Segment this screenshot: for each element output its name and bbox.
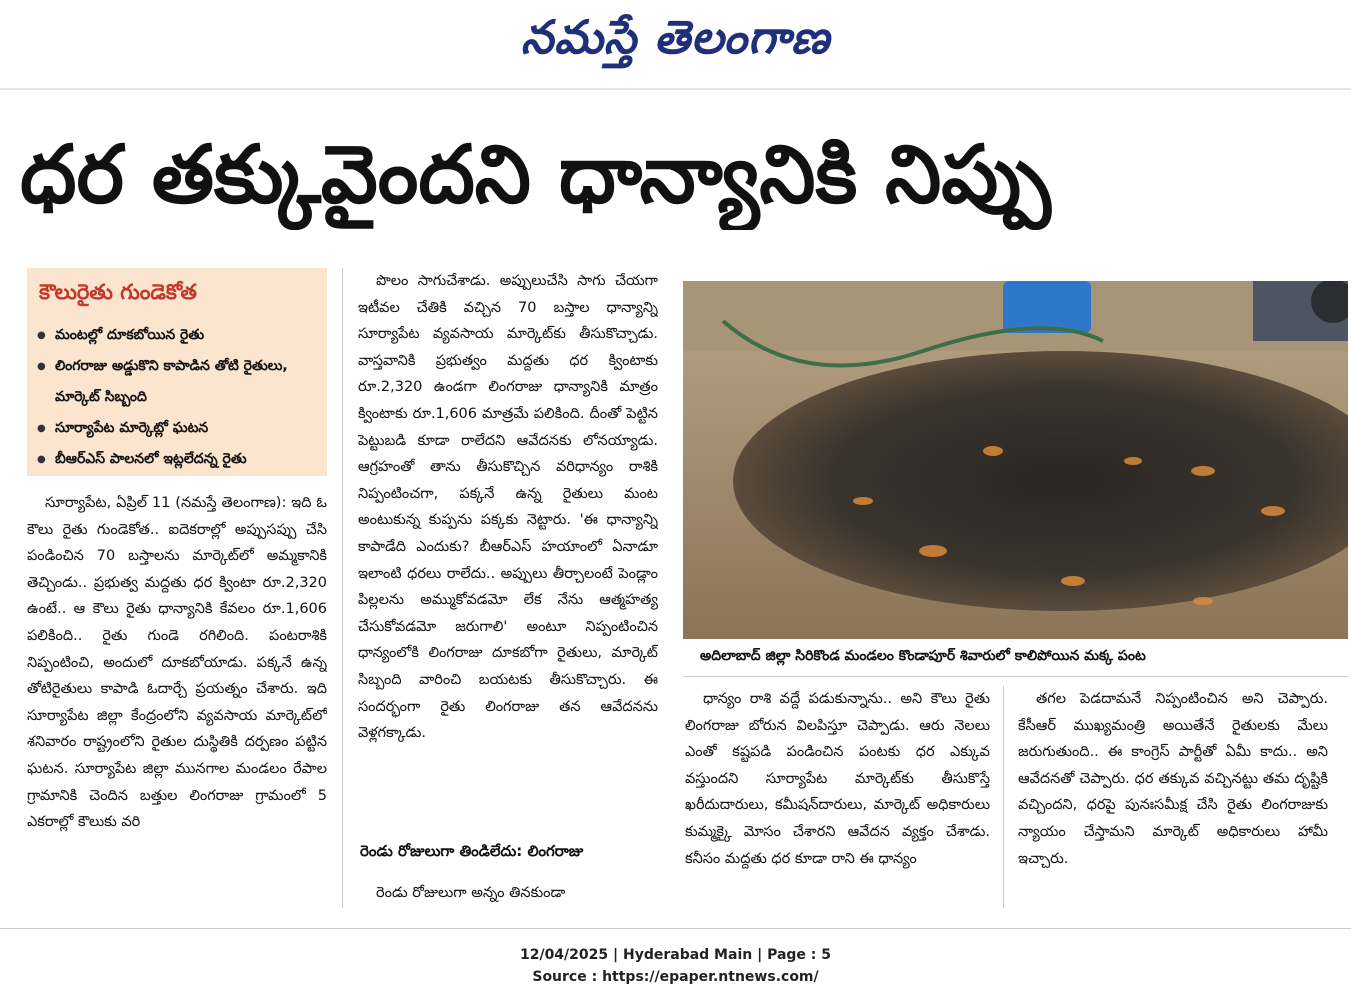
article-paragraph: పొలం సాగుచేశాడు. అప్పులుచేసి సాగు చేయగా ఇటీవల చేతికి వచ్చిన 70 బస్తాల ధాన్యాన్ని సూర్యాపేట వ్యవసాయ మార్కెట్‌కు తీసుకొచ్చాడు. వాస్తవానికి ప్రభుత్వం మద్దతు ధర క్వింటాకు రూ.2,320 ఉండగా లింగరాజు ధాన్యానికి మాత్రం క్వింటాకు రూ.1,606 మాత్రమే పలికింది. దీంతో పెట్టిన పెట్టుబడి కూడా రాలేదని ఆవేదనకు లోనయ్యాడు. ఆగ్రహంతో తాను తీసుకొచ్చిన వరిధాన్యం రాశికి నిప్పంటించగా, పక్కనే ఉన్న రైతులు మంట అంటుకున్న కుప్పను పక్కకు నెట్టారు. 'ఈ ధాన్యాన్ని కాపాడేది ఎందుకు? బీఆర్ఎస్ హయాంలో ఏనాడూ ఇలాంటి ధరలు రాలేదు.. అప్పులు తీర్చాలంటే పెండ్లాం పిల్లలను అమ్ముకోవడమో లేక నేను ఆత్మహత్య చేసుకోవడమో జరుగాలి' అంటూ నిప్పంటించిన ధాన్యంలోకి లింగరాజు దూకబోగా రైతులు, మార్కెట్ సిబ్బంది వారించి బయటకు తీసుకొచ్చారు. ఈ సందర్భంగా రైతు లింగరాజు తన ఆవేదనను వెళ్లగక్కాడు. bbox=[358, 273, 658, 742]
masthead-divider bbox=[0, 88, 1351, 90]
article-paragraph: తగల పెడదామనే నిప్పంటించిన అని చెప్పారు. కేసీఆర్ ముఖ్యమంత్రి అయితేనే రైతులకు మేలు జరుగుతుంది.. ఈ కాంగ్రెస్ పార్టీతో ఏమీ కాదు.. అని ఆవేదనతో చెప్పారు. ధర తక్కువ వచ్చినట్టు తమ దృష్టికి వచ్చిందని, ధరపై పునఃసమీక్ష చేసి రైతు లింగరాజుకు న్యాయం చేస్తామని మార్కెట్ అధికారులు హామీ ఇచ్చారు. bbox=[1018, 691, 1328, 867]
caption-divider bbox=[683, 676, 1348, 677]
highlight-item: ● బీఆర్ఎస్ పాలనలో ఇట్లలేదన్న రైతు bbox=[37, 444, 327, 475]
highlight-item: ● మంటల్లో దూకబోయిన రైతు bbox=[37, 320, 327, 351]
subheading: రెండు రోజులుగా తిండిలేదు: లింగరాజు bbox=[360, 842, 584, 860]
article-paragraph: ధాన్యం రాశి వద్దే పడుకున్నాను.. అని కౌలు రైతు లింగరాజు బోరున విలపిస్తూ చెప్పాడు. ఆరు నెలలు ఎంతో కష్టపడి పండించిన పంటకు ధర ఎక్కువ వస్తుందని సూర్యాపేట మార్కెట్‌కు తీసుకొస్తే ఖరీదుదారులు, కమీషన్‌దారులు, మార్కెట్ అధికారులు కుమ్మక్కై మోసం చేశారని ఆవేదన వ్యక్తం చేశాడు. కనీసం మద్దతు ధర కూడా రాని ఈ ధాన్యం bbox=[685, 691, 990, 867]
news-photo bbox=[683, 281, 1348, 639]
footer-date-edition: 12/04/2025 | Hyderabad Main | Page : 5 bbox=[519, 947, 832, 963]
article-column-2-continued bbox=[358, 880, 658, 910]
masthead-logo: నమస్తే తెలంగాణ bbox=[520, 10, 831, 64]
article-column-2 bbox=[358, 268, 658, 828]
article-column-1 bbox=[27, 490, 327, 910]
column-divider bbox=[342, 268, 343, 908]
headline: ధర తక్కువైందని ధాన్యానికి నిప్పు bbox=[20, 128, 1051, 221]
masthead bbox=[0, 0, 1351, 80]
article-column-3 bbox=[685, 686, 990, 911]
footer-source: Source : https://epaper.ntnews.com/ bbox=[532, 969, 819, 985]
footer bbox=[0, 944, 1351, 988]
highlights-title: కౌలురైతు గుండెకోత bbox=[39, 280, 197, 304]
highlights-box bbox=[27, 268, 327, 476]
footer-divider bbox=[0, 928, 1351, 929]
article-paragraph: సూర్యాపేట, ఏప్రిల్ 11 (నమస్తే తెలంగాణ): ఇది ఓ కౌలు రైతు గుండెకోత.. ఐదెకరాల్లో అప్పుసప్పు చేసి పండించిన 70 బస్తాలను మార్కెట్‌లో అమ్మకానికి తెచ్చిండు.. ప్రభుత్వ మద్దతు ధర క్వింటా రూ.2,320 ఉంటే.. ఆ కౌలు రైతు ధాన్యానికి కేవలం రూ.1,606 పలికింది.. రైతు గుండె రగిలింది. పంటరాశికి నిప్పంటించి, అందులో దూకబోయాడు. పక్కనే ఉన్న తోటిరైతులు కాపాడి ఓదార్చే ప్రయత్నం చేశారు. ఇది సూర్యాపేట జిల్లా కేంద్రంలోని వ్యవసాయ మార్కెట్‌లో శనివారం రాష్ట్రంలోని రైతుల దుస్థితికి దర్పణం పట్టిన ఘటన. సూర్యాపేట జిల్లా మునగాల మండలం రేపాల గ్రామానికి చెందిన బత్తుల లింగరాజు గ్రామంలో 5 ఎకరాల్లో కౌలుకు వరి bbox=[27, 495, 327, 831]
photo-caption: అదిలాబాద్ జిల్లా సిరికొండ మండలం కొండాపూర్ శివారులో కాలిపోయిన మక్క పంట bbox=[700, 648, 1146, 664]
article-column-4 bbox=[1018, 686, 1328, 911]
burnt-crop-photo bbox=[683, 281, 1348, 639]
highlight-item: ● సూర్యాపేట మార్కెట్లో ఘటన bbox=[37, 413, 327, 444]
highlights-list bbox=[37, 320, 327, 475]
highlight-item: ● లింగరాజు అడ్డుకొని కాపాడిన తోటి రైతులు, మార్కెట్ సిబ్బంది bbox=[37, 351, 327, 413]
article-paragraph: రెండు రోజులుగా అన్నం తినకుండా bbox=[376, 885, 566, 901]
column-divider bbox=[1003, 686, 1004, 908]
